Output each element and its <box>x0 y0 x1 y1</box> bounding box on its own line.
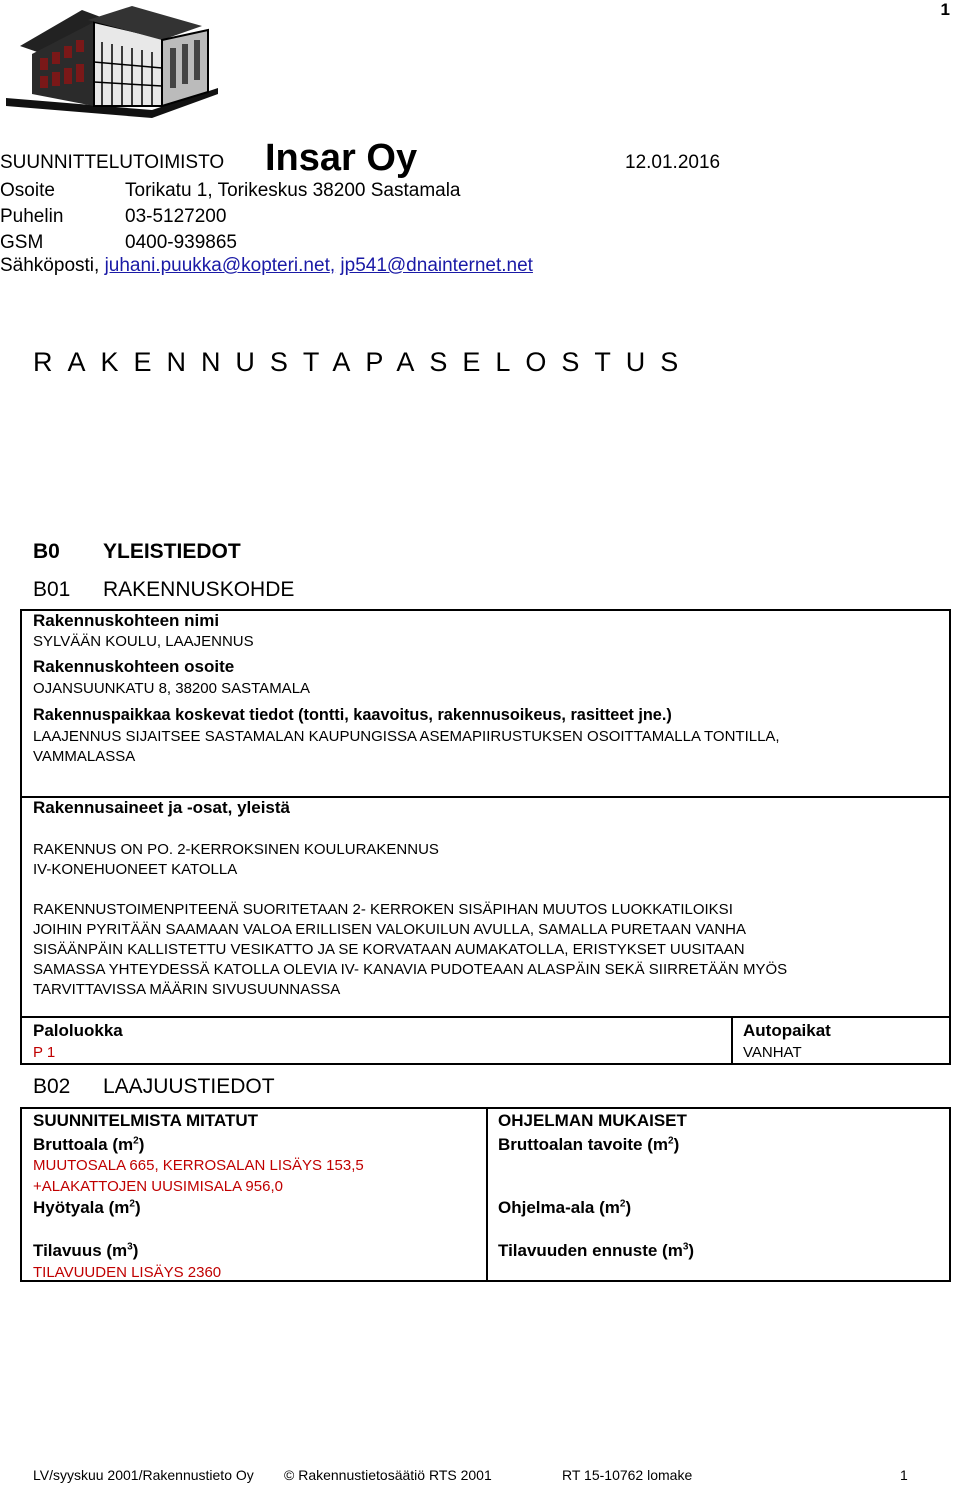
section-b0-name: YLEISTIEDOT <box>103 540 241 563</box>
gsm-value: 0400-939865 <box>125 232 237 253</box>
materials-line: TARVITTAVISSA MÄÄRIN SIVUSUUNNASSA <box>33 981 341 998</box>
company-name: Insar Oy <box>265 137 418 179</box>
phone-label: Puhelin <box>0 206 64 227</box>
parking-value: VANHAT <box>743 1044 802 1061</box>
document-date: 12.01.2016 <box>625 152 721 173</box>
gross-area-label: Bruttoala $(m^2)$ <box>33 1135 145 1154</box>
gross-area-value-2: +ALAKATTOJEN UUSIMISALA 956,0 <box>33 1178 283 1195</box>
gsm-label: GSM <box>0 232 44 253</box>
materials-line: RAKENNUS ON PO. 2-KERROKSINEN KOULURAKENNUS <box>33 841 439 858</box>
kohde-address-label: Rakennuskohteen osoite <box>33 657 235 676</box>
document-title: RAKENNUSTAPASELOSTUS <box>33 347 694 377</box>
kohde-name-label: Rakennuskohteen nimi <box>33 611 220 630</box>
materials-label: Rakennusaineet ja -osat, yleistä <box>33 798 290 817</box>
address-label: Osoite <box>0 180 55 201</box>
kohde-name-value: SYLVÄÄN KOULU, LAAJENNUS <box>33 633 254 650</box>
site-info-value-1: LAAJENNUS SIJAITSEE SASTAMALAN KAUPUNGISSA ASEMAPIIRUSTUKSEN OSOITTAMALLA TONTILLA, <box>33 728 780 745</box>
phone-value: 03-5127200 <box>125 206 227 227</box>
fire-class-label: Paloluokka <box>33 1021 123 1040</box>
address-value: Torikatu 1, Torikeskus 38200 Sastamala <box>125 180 461 201</box>
site-info-label: Rakennuspaikkaa koskevat tiedot (tontti, kaavoitus, rakennusoikeus, rasitteet jne.) <box>33 706 672 724</box>
site-info-value-2: VAMMALASSA <box>33 748 136 765</box>
section-b02-code: B02 <box>33 1075 71 1098</box>
gross-area-target-label: Bruttoalan tavoite $(m^2)$ <box>498 1135 680 1154</box>
volume-estimate-label: Tilavuuden ennuste $(m^3)$ <box>498 1241 695 1260</box>
footer-page: 1 <box>900 1467 908 1483</box>
parking-label: Autopaikat <box>743 1021 831 1040</box>
page-number: 1 <box>940 0 950 19</box>
email-link-1[interactable]: juhani.puukka@kopteri.net <box>104 255 330 276</box>
email-separator: , <box>329 255 336 276</box>
section-b02-name: LAAJUUSTIEDOT <box>103 1075 275 1098</box>
materials-line: SISÄÄNPÄIN KALLISTETTU VESIKATTO JA SE KORVATAAN AUMAKATOLLA, ERISTYKSET UUSITAAN <box>33 941 745 958</box>
section-b01-code: B01 <box>33 578 71 601</box>
kohde-address-value: OJANSUUNKATU 8, 38200 SASTAMALA <box>33 680 311 697</box>
divider <box>731 1016 733 1065</box>
section-b0-code: B0 <box>33 540 60 563</box>
email-label: Sähköposti, <box>0 255 100 276</box>
section-b01-name: RAKENNUSKOHDE <box>103 578 295 601</box>
volume-value: TILAVUUDEN LISÄYS 2360 <box>33 1264 222 1281</box>
materials-line: SAMASSA YHTEYDESSÄ KATOLLA OLEVIA IV- KANAVIA PUDOTEAAN ALASPÄIN SEKÄ SIIRRETÄÄN MYÖS <box>33 961 788 978</box>
program-header: OHJELMAN MUKAISET <box>498 1111 687 1130</box>
usable-area-label: Hyötyala $(m^2)$ <box>33 1198 141 1217</box>
divider <box>20 1016 951 1018</box>
divider <box>486 1107 488 1282</box>
fire-class-value: P 1 <box>33 1044 56 1061</box>
email-link-2[interactable]: jp541@dnainternet.net <box>340 255 533 276</box>
materials-line: JOIHIN PYRITÄÄN SAAMAAN VALOA ERILLISEN VALOKUILUN AVULLA, SAMALLA PURETAAN VANHA <box>33 921 747 938</box>
email-row <box>0 255 533 277</box>
measured-header: SUUNNITELMISTA MITATUT <box>33 1111 259 1130</box>
volume-label: Tilavuus $(m^3)$ <box>33 1241 139 1260</box>
office-label: SUUNNITTELUTOIMISTO <box>0 152 225 173</box>
materials-line: RAKENNUSTOIMENPITEENÄ SUORITETAAN 2- KERROKEN SISÄPIHAN MUUTOS LUOKKATILOIKSI <box>33 901 733 918</box>
program-area-label: Ohjelma-ala $(m^2)$ <box>498 1198 632 1217</box>
gross-area-value-1: MUUTOSALA 665, KERROSALAN LISÄYS 153,5 <box>33 1157 364 1174</box>
footer-form: RT 15-10762 lomake <box>562 1467 693 1483</box>
footer-copyright: © Rakennustietosäätiö RTS 2001 <box>284 1467 492 1483</box>
materials-line: IV-KONEHUONEET KATOLLA <box>33 861 238 878</box>
footer-source: LV/syyskuu 2001/Rakennustieto Oy <box>33 1467 254 1483</box>
building-logo <box>2 2 222 120</box>
